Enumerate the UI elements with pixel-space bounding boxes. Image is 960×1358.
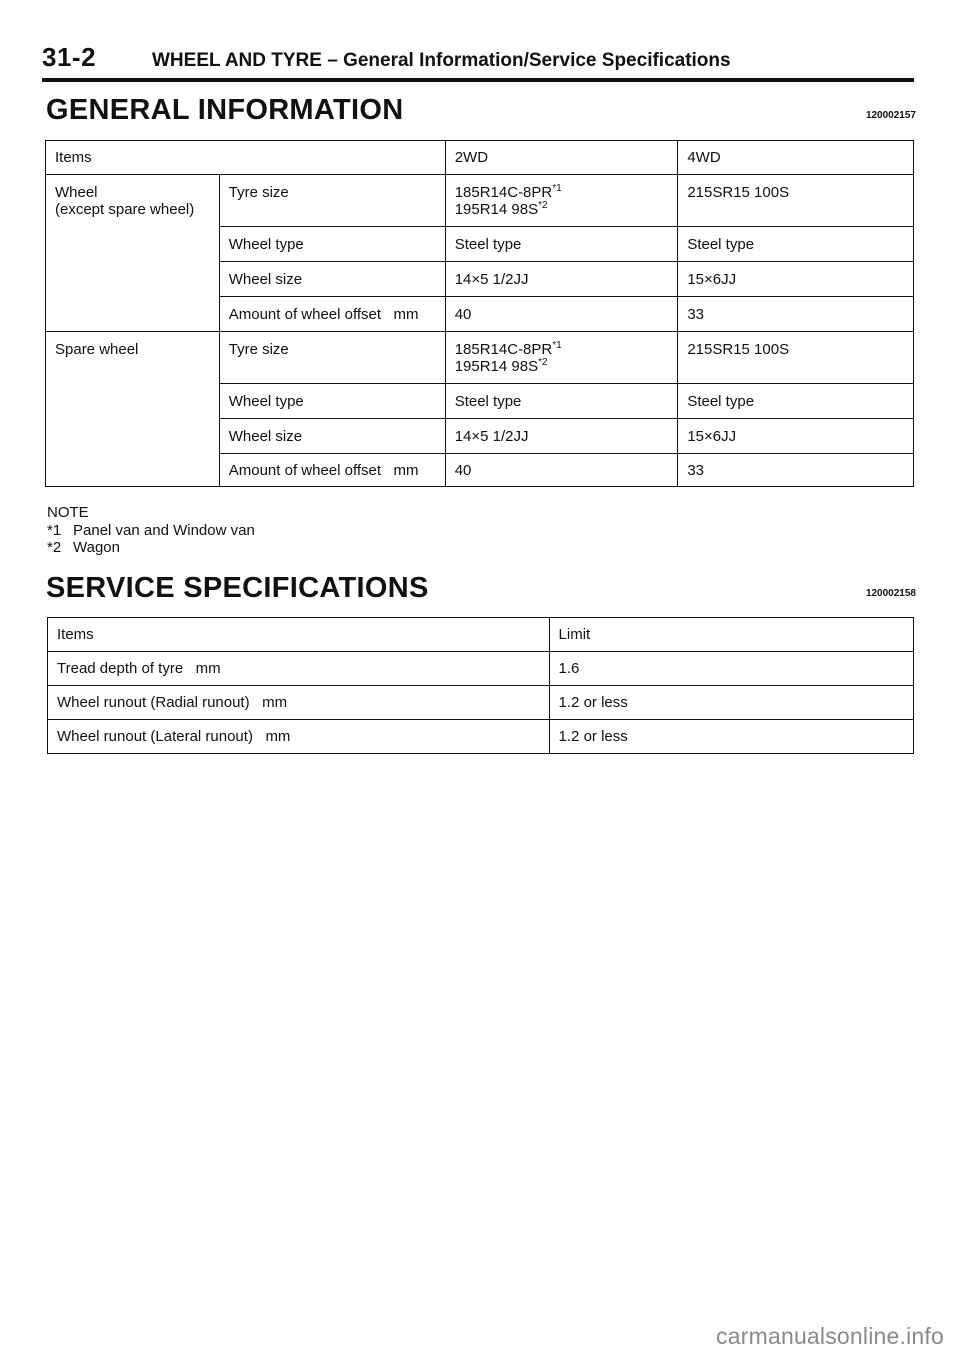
item-cell: Amount of wheel offset mm — [219, 297, 445, 332]
item-cell: Tyre size — [219, 175, 445, 227]
value-2wd-cell: Steel type — [445, 227, 678, 262]
value-4wd-cell: 33 — [678, 297, 914, 332]
item-cell: Wheel type — [219, 384, 445, 419]
page-number: 31-2 — [42, 42, 97, 72]
group-label-wheel: Wheel (except spare wheel) — [46, 175, 220, 332]
limit-cell: 1.2 or less — [549, 686, 913, 720]
service-specifications-table — [47, 617, 914, 754]
value-4wd-cell: 15×6JJ — [678, 262, 914, 297]
value-4wd-cell: 215SR15 100S — [678, 175, 914, 227]
value-4wd-cell: 33 — [678, 454, 914, 487]
item-cell: Amount of wheel offset mm — [219, 454, 445, 487]
table-row — [46, 175, 914, 227]
limit-cell: 1.6 — [549, 652, 913, 686]
item-cell: Wheel size — [219, 262, 445, 297]
note-item: *2 Wagon — [47, 539, 120, 556]
table-header-row — [48, 618, 914, 652]
value-2wd-cell: Steel type — [445, 384, 678, 419]
general-information-table — [45, 140, 914, 487]
column-header-2wd: 2WD — [445, 141, 678, 175]
general-information-heading: GENERAL INFORMATION — [46, 94, 404, 126]
page-header — [42, 40, 914, 82]
column-header-4wd: 4WD — [678, 141, 914, 175]
column-header-limit: Limit — [549, 618, 913, 652]
note-title: NOTE — [47, 504, 89, 521]
column-header-items: Items — [46, 141, 446, 175]
value-2wd-cell: 14×5 1/2JJ — [445, 419, 678, 454]
header-title: WHEEL AND TYRE – General Information/Service Specifications — [152, 50, 731, 71]
group-label-spare-wheel: Spare wheel — [46, 332, 220, 487]
service-specifications-code: 120002158 — [865, 588, 916, 599]
item-cell: Wheel runout (Lateral runout) mm — [48, 720, 550, 754]
note-item: *1 Panel van and Window van — [47, 521, 255, 539]
item-cell: Tyre size — [219, 332, 445, 384]
column-header-items: Items — [48, 618, 550, 652]
table-row — [48, 652, 914, 686]
value-2wd-cell: 185R14C-8PR$^{*1}$ 195R14 $98S^{*2}$ — [445, 175, 678, 227]
value-4wd-cell: Steel type — [678, 384, 914, 419]
value-4wd-cell: Steel type — [678, 227, 914, 262]
value-4wd-cell: 215SR15 100S — [678, 332, 914, 384]
value-4wd-cell: 15×6JJ — [678, 419, 914, 454]
watermark: carmanualsonline.info — [716, 1323, 944, 1349]
item-cell: Wheel size — [219, 419, 445, 454]
item-cell: Wheel type — [219, 227, 445, 262]
value-2wd-cell: 40 — [445, 454, 678, 487]
table-header-row — [46, 141, 914, 175]
general-information-code: 120002157 — [865, 110, 916, 121]
value-2wd-cell: 14×5 1/2JJ — [445, 262, 678, 297]
service-specifications-heading: SERVICE SPECIFICATIONS — [46, 572, 429, 604]
note-block — [47, 504, 255, 557]
table-row — [46, 332, 914, 384]
item-cell: Wheel runout (Radial runout) mm — [48, 686, 550, 720]
value-2wd-cell: 40 — [445, 297, 678, 332]
table-row — [48, 686, 914, 720]
limit-cell: 1.2 or less — [549, 720, 913, 754]
value-2wd-cell: 185R14C-8PR$^{*1}$ 195R14 $98S^{*2}$ — [445, 332, 678, 384]
table-row — [48, 720, 914, 754]
item-cell: Tread depth of tyre mm — [48, 652, 550, 686]
